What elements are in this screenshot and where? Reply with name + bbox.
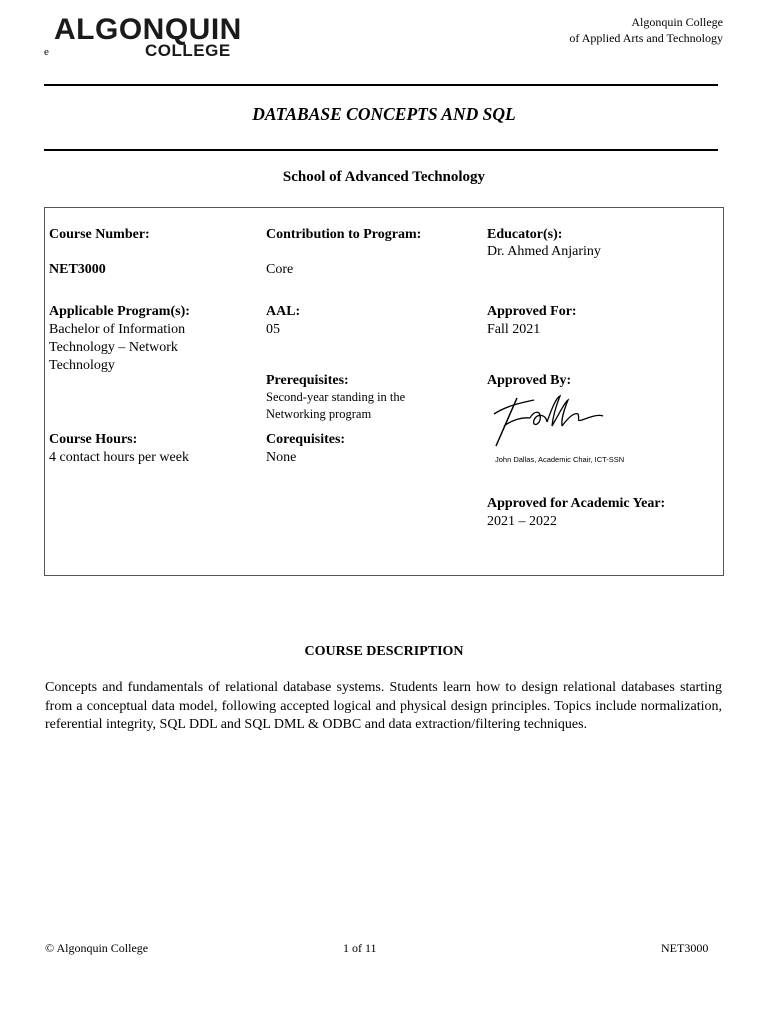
approved-for-value: Fall 2021 xyxy=(487,322,541,337)
applicable-program-line: Bachelor of Information xyxy=(49,322,186,337)
educators-label: Educator(s): xyxy=(487,227,563,242)
document-title: DATABASE CONCEPTS AND SQL xyxy=(252,104,516,124)
college-logo: ALGONQUIN xyxy=(54,13,242,46)
school-name: School of Advanced Technology xyxy=(282,169,486,185)
academic-year-value: 2021 – 2022 xyxy=(487,514,557,529)
course-hours-label: Course Hours: xyxy=(49,432,138,447)
approved-by-label: Approved By: xyxy=(487,373,572,388)
contribution-value: Core xyxy=(266,262,294,277)
stray-character: e xyxy=(44,46,49,58)
contribution-label: Contribution to Program: xyxy=(266,227,422,242)
corequisites-value: None xyxy=(266,450,297,465)
prerequisites-line: Networking program xyxy=(266,407,372,421)
applicable-program-line: Technology xyxy=(49,358,115,373)
signature-image xyxy=(490,392,608,450)
signature-caption: John Dallas, Academic Chair, ICT-SSN xyxy=(495,455,625,464)
educators-value: Dr. Ahmed Anjariny xyxy=(487,244,601,259)
applicable-program-line: Technology – Network xyxy=(49,340,178,355)
college-name: Algonquin College xyxy=(631,15,723,29)
prerequisites-line: Second-year standing in the xyxy=(266,390,406,404)
footer-page-number: 1 of 11 xyxy=(343,941,377,955)
course-hours-value: 4 contact hours per week xyxy=(49,450,189,465)
approved-for-label: Approved For: xyxy=(487,304,577,319)
course-description-heading: COURSE DESCRIPTION xyxy=(304,644,464,659)
college-logo-subtitle: COLLEGE xyxy=(145,41,231,60)
prerequisites-label: Prerequisites: xyxy=(266,373,349,388)
footer-copyright: © Algonquin College xyxy=(45,941,149,955)
course-number-label: Course Number: xyxy=(49,227,150,242)
applicable-program-value xyxy=(49,321,185,375)
college-name-block xyxy=(569,14,723,46)
corequisites-label: Corequisites: xyxy=(266,432,346,447)
course-description-text: Concepts and fundamentals of relational database systems. Students learn how to design relational databases starting from a conceptual data model, following accepted logical and physical design principles. Topics include normalization, referential integrity, SQL DDL and SQL DML & ODBC and data extraction/filtering techniques. xyxy=(45,680,722,732)
course-number-value: NET3000 xyxy=(49,262,106,277)
applicable-program-label: Applicable Program(s): xyxy=(49,304,190,319)
aal-value: 05 xyxy=(266,322,280,337)
college-subname: of Applied Arts and Technology xyxy=(569,31,723,45)
aal-label: AAL: xyxy=(266,304,301,319)
prerequisites-value xyxy=(266,389,405,423)
title-rule xyxy=(44,149,718,151)
top-rule xyxy=(44,84,718,86)
footer-course-code: NET3000 xyxy=(661,941,709,955)
academic-year-label: Approved for Academic Year: xyxy=(487,496,666,511)
